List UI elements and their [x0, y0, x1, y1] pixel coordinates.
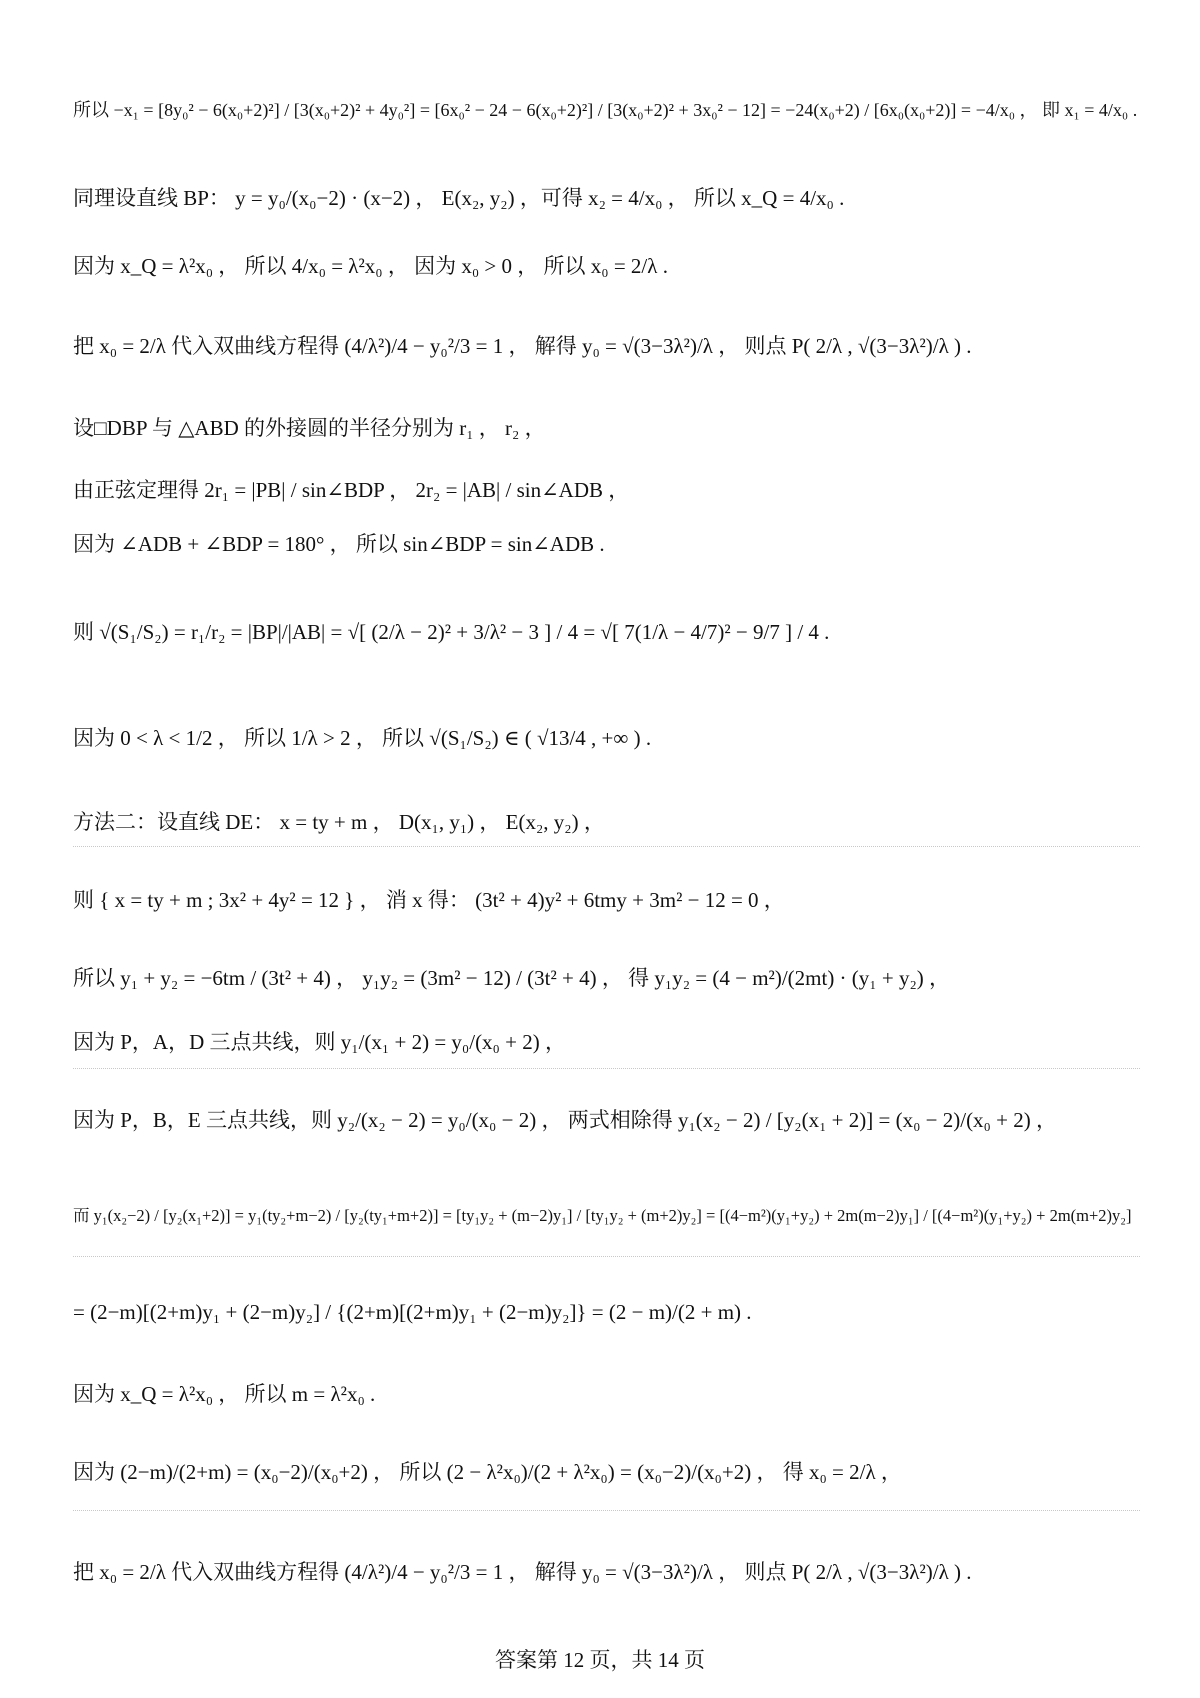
line-7: 因为 ∠ADB + ∠BDP = 180° ， 所以 sin∠BDP = sin∠ADB . — [73, 532, 605, 556]
line-16: = (2−m)[(2+m)y₁ + (2−m)y₂] / {(2+m)[(2+m)y₁ + (2−m)y₂]} = (2 − m)/(2 + m) . — [73, 1300, 752, 1324]
page-footer: 答案第 12 页，共 14 页 — [495, 1648, 705, 1672]
line-9: 因为 0 < λ < 1/2 ， 所以 1/λ > 2 ， 所以 √(S₁/S₂) ∈ ( √13/4 , +∞ ) . — [73, 726, 652, 750]
line-2: 同理设直线 BP： y = y₀/(x₀−2) · (x−2) ， E(x₂, y₂) ，可得 x₂ = 4/x₀ ， 所以 x_Q = 4/x₀ . — [73, 186, 845, 210]
line-15: 而 y₁(x₂−2) / [y₂(x₁+2)] = y₁(ty₂+m−2) / [y₂(ty₁+m+2)] = [ty₁y₂ + (m−2)y₁] / [ty₁y₂ + (m+2)y₂] = [(4−m²)(y₁+y₂) + 2m(m−2)y₁] / [(4−m²)(y₁+y₂) + 2m(m+2)y₂] — [73, 1206, 1132, 1225]
divider — [73, 1256, 1140, 1257]
line-4: 把 x₀ = 2/λ 代入双曲线方程得 (4/λ²)/4 − y₀²/3 = 1 ， 解得 y₀ = √(3−3λ²)/λ ， 则点 P( 2/λ , √(3−3λ²)/λ ) . — [73, 334, 972, 358]
line-19: 把 x₀ = 2/λ 代入双曲线方程得 (4/λ²)/4 − y₀²/3 = 1 ， 解得 y₀ = √(3−3λ²)/λ ， 则点 P( 2/λ , √(3−3λ²)/λ ) . — [73, 1560, 972, 1584]
line-17: 因为 x_Q = λ²x₀ ， 所以 m = λ²x₀ . — [73, 1382, 376, 1406]
line-8: 则 √(S₁/S₂) = r₁/r₂ = |BP|/|AB| = √[ (2/λ − 2)² + 3/λ² − 3 ] / 4 = √[ 7(1/λ − 4/7)² − 9/7 ] / 4 . — [73, 620, 830, 644]
divider — [73, 1068, 1140, 1069]
line-14: 因为 P，B，E 三点共线，则 y₂/(x₂ − 2) = y₀/(x₀ − 2) ， 两式相除得 y₁(x₂ − 2) / [y₂(x₁ + 2)] = (x₀ − 2)/(x₀ + 2) ， — [73, 1108, 1057, 1132]
line-11: 则 { x = ty + m ; 3x² + 4y² = 12 } ， 消 x 得： (3t² + 4)y² + 6tmy + 3m² − 12 = 0 ， — [73, 888, 785, 912]
line-10: 方法二：设直线 DE： x = ty + m ， D(x₁, y₁) ， E(x₂, y₂) ， — [73, 810, 605, 834]
line-6: 由正弦定理得 2r₁ = |PB| / sin∠BDP ， 2r₂ = |AB| / sin∠ADB ， — [73, 478, 630, 502]
divider — [73, 846, 1140, 847]
divider — [73, 1510, 1140, 1511]
line-13: 因为 P，A，D 三点共线，则 y₁/(x₁ + 2) = y₀/(x₀ + 2) ， — [73, 1030, 566, 1054]
line-5: 设□DBP 与 △ABD 的外接圆的半径分别为 r₁ ， r₂ ， — [73, 416, 546, 440]
line-3: 因为 x_Q = λ²x₀ ， 所以 4/x₀ = λ²x₀ ， 因为 x₀ > 0 ， 所以 x₀ = 2/λ . — [73, 254, 668, 278]
line-18: 因为 (2−m)/(2+m) = (x₀−2)/(x₀+2) ， 所以 (2 − λ²x₀)/(2 + λ²x₀) = (x₀−2)/(x₀+2) ， 得 x₀ = 2/λ ， — [73, 1460, 902, 1484]
line-1: 所以 −x₁ = [8y₀² − 6(x₀+2)²] / [3(x₀+2)² + 4y₀²] = [6x₀² − 24 − 6(x₀+2)²] / [3(x₀+2)² + 3x₀² − 12] = −24(x₀+2) / [6x₀(x₀+2)] = −4/x₀ ， 即 x₁ = 4/x₀ . — [73, 100, 1138, 120]
line-12: 所以 y₁ + y₂ = −6tm / (3t² + 4) ， y₁y₂ = (3m² − 12) / (3t² + 4) ， 得 y₁y₂ = (4 − m²)/(2mt) · (y₁ + y₂) ， — [73, 966, 951, 990]
